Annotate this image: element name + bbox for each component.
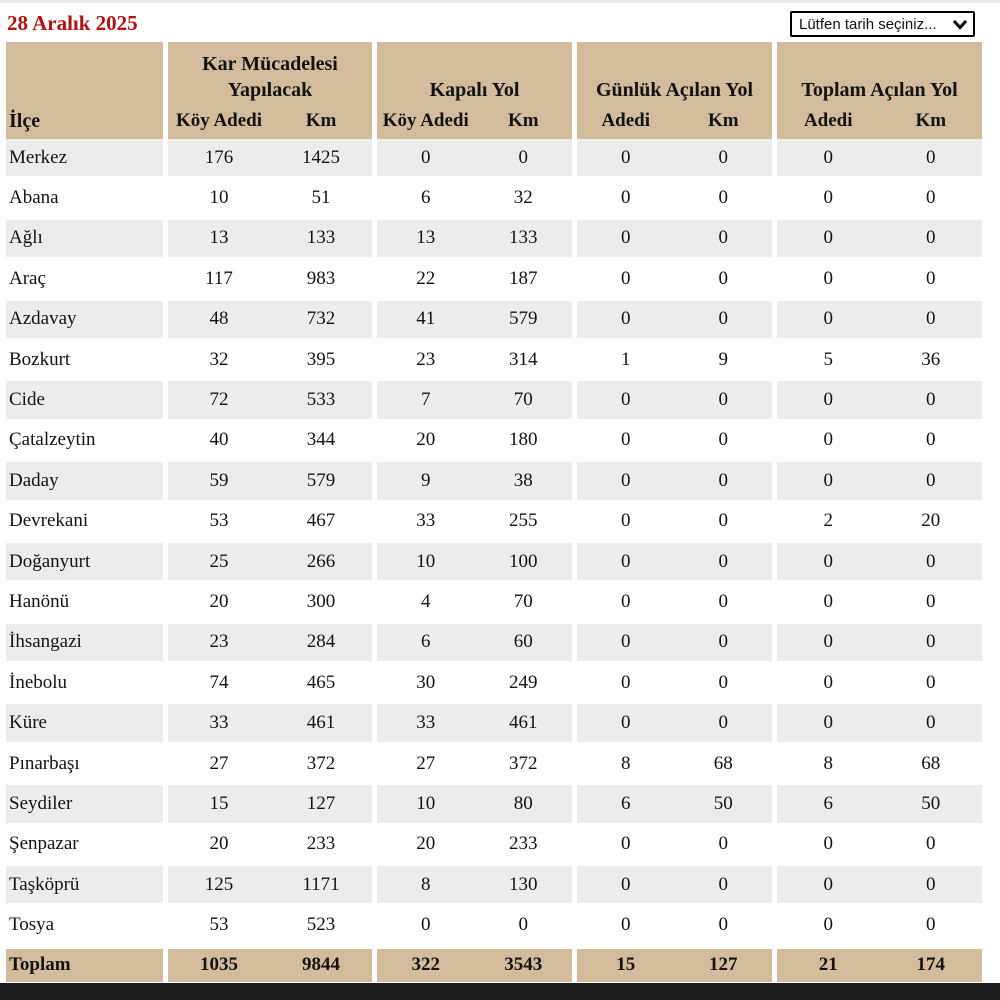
- total-value-cell: 1035: [168, 949, 270, 982]
- subcolumn-header: Köy Adedi: [382, 110, 469, 131]
- value-cell: 579: [270, 462, 372, 499]
- value-cell: 0: [880, 220, 983, 257]
- value-cell: 0: [718, 429, 728, 451]
- value-cell: 23: [168, 624, 270, 661]
- district-name-cell: Abana: [9, 187, 59, 209]
- value-cell: 0: [777, 866, 880, 903]
- value-cell: 117: [205, 267, 233, 289]
- group-title-line1: Kar Mücadelesi: [202, 53, 338, 75]
- subcolumn-header: Km: [915, 110, 947, 131]
- value-cell: 0: [577, 543, 675, 580]
- value-cell: 41: [377, 301, 475, 338]
- value-cell: 59: [168, 462, 270, 499]
- value-cell: 0: [777, 381, 880, 418]
- value-cell: 233: [509, 833, 538, 855]
- snow-report-table: [6, 42, 982, 982]
- subcolumn-header: Km: [507, 110, 539, 131]
- table-header-row: [6, 42, 982, 139]
- district-name-cell: Küre: [6, 704, 163, 741]
- value-cell: 0: [880, 624, 983, 661]
- value-cell: 53: [209, 510, 229, 532]
- value-cell: 133: [475, 220, 573, 257]
- value-cell: 127: [270, 785, 372, 822]
- total-value-cell: 174: [880, 949, 983, 982]
- table-row: [6, 260, 982, 300]
- value-cell: 0: [675, 543, 773, 580]
- district-name-cell: Çatalzeytin: [9, 429, 96, 451]
- table-row: [6, 341, 982, 381]
- table-row: [6, 179, 982, 219]
- value-cell: 1171: [270, 866, 372, 903]
- value-cell: 233: [306, 833, 336, 855]
- value-cell: 20: [209, 833, 229, 855]
- value-cell: 395: [306, 348, 336, 370]
- value-cell: 13: [168, 220, 270, 257]
- subcolumn-header: Km: [707, 110, 739, 131]
- value-cell: 0: [675, 866, 773, 903]
- value-cell: 33: [416, 510, 436, 532]
- table-row: [6, 704, 982, 744]
- value-cell: 8: [377, 866, 475, 903]
- table-row: [6, 745, 982, 785]
- value-cell: 0: [880, 543, 983, 580]
- table-row: [6, 381, 982, 421]
- value-cell: 0: [823, 187, 833, 209]
- value-cell: 0: [926, 914, 936, 936]
- value-cell: 130: [475, 866, 573, 903]
- value-cell: 0: [577, 220, 675, 257]
- value-cell: 0: [718, 267, 728, 289]
- value-cell: 983: [306, 267, 336, 289]
- value-cell: 30: [416, 671, 436, 693]
- value-cell: 33: [377, 704, 475, 741]
- value-cell: 0: [577, 624, 675, 661]
- value-cell: 0: [880, 139, 983, 176]
- value-cell: 372: [306, 752, 336, 774]
- value-cell: 22: [416, 267, 436, 289]
- value-cell: 372: [509, 752, 538, 774]
- value-cell: 0: [621, 429, 631, 451]
- value-cell: 0: [880, 381, 983, 418]
- value-cell: 68: [921, 752, 941, 774]
- district-name-cell: Cide: [6, 381, 163, 418]
- subcolumn-header: Adedi: [803, 110, 853, 131]
- value-cell: 0: [577, 462, 675, 499]
- value-cell: 0: [577, 704, 675, 741]
- district-name-cell: Şenpazar: [9, 833, 79, 855]
- value-cell: 48: [168, 301, 270, 338]
- value-cell: 20: [416, 429, 436, 451]
- value-cell: 0: [475, 139, 573, 176]
- value-cell: 533: [270, 381, 372, 418]
- value-cell: 53: [209, 914, 229, 936]
- value-cell: 0: [675, 220, 773, 257]
- value-cell: 0: [718, 833, 728, 855]
- value-cell: 579: [475, 301, 573, 338]
- column-group-toplam-acilan-yol: [777, 42, 982, 139]
- value-cell: 461: [475, 704, 573, 741]
- group-title-line2: Toplam Açılan Yol: [801, 79, 958, 101]
- value-cell: 0: [718, 671, 728, 693]
- value-cell: 0: [675, 704, 773, 741]
- value-cell: 0: [823, 429, 833, 451]
- value-cell: 32: [513, 187, 533, 209]
- column-group-kapali-yol: [377, 42, 572, 139]
- table-row: [6, 664, 982, 704]
- district-name-cell: İhsangazi: [6, 624, 163, 661]
- value-cell: 9: [377, 462, 475, 499]
- subcolumn-header: Adedi: [601, 110, 651, 131]
- value-cell: 0: [926, 267, 936, 289]
- value-cell: 0: [926, 671, 936, 693]
- table-row: [6, 866, 982, 906]
- district-name-cell: Merkez: [6, 139, 163, 176]
- value-cell: 50: [880, 785, 983, 822]
- value-cell: 38: [475, 462, 573, 499]
- value-cell: 72: [168, 381, 270, 418]
- district-name-cell: Seydiler: [6, 785, 163, 822]
- value-cell: 0: [777, 139, 880, 176]
- table-row: [6, 462, 982, 502]
- district-name-cell: İnebolu: [9, 671, 68, 693]
- value-cell: 0: [777, 543, 880, 580]
- value-cell: 6: [377, 624, 475, 661]
- subcolumn-header: Köy Adedi: [175, 110, 263, 131]
- table-row: [6, 826, 982, 866]
- value-cell: 8: [621, 752, 631, 774]
- value-cell: 0: [880, 301, 983, 338]
- bottom-bar: [0, 983, 1000, 1000]
- value-cell: 33: [168, 704, 270, 741]
- table-row: [6, 301, 982, 341]
- value-cell: 6: [577, 785, 675, 822]
- value-cell: 0: [823, 833, 833, 855]
- value-cell: 60: [475, 624, 573, 661]
- value-cell: 133: [270, 220, 372, 257]
- district-name-cell: Pınarbaşı: [9, 752, 80, 774]
- value-cell: 0: [880, 704, 983, 741]
- value-cell: 0: [621, 671, 631, 693]
- total-value-cell: 127: [675, 949, 773, 982]
- value-cell: 6: [777, 785, 880, 822]
- value-cell: 0: [718, 187, 728, 209]
- value-cell: 13: [377, 220, 475, 257]
- value-cell: 125: [168, 866, 270, 903]
- column-header-district: İlçe: [6, 42, 163, 139]
- value-cell: 266: [270, 543, 372, 580]
- value-cell: 180: [509, 429, 538, 451]
- value-cell: 0: [621, 914, 631, 936]
- value-cell: 1: [621, 348, 631, 370]
- value-cell: 0: [777, 704, 880, 741]
- district-name-cell: Taşköprü: [6, 866, 163, 903]
- value-cell: 15: [168, 785, 270, 822]
- column-group-kar-mucadelesi: [168, 42, 372, 139]
- top-strip: [0, 0, 1000, 3]
- value-cell: 0: [926, 429, 936, 451]
- district-name-cell: Daday: [6, 462, 163, 499]
- value-cell: 9: [718, 348, 728, 370]
- value-cell: 0: [718, 590, 728, 612]
- value-cell: 51: [311, 187, 331, 209]
- value-cell: 10: [377, 785, 475, 822]
- total-value-cell: 21: [777, 949, 880, 982]
- value-cell: 0: [621, 267, 631, 289]
- value-cell: 0: [823, 267, 833, 289]
- value-cell: 80: [475, 785, 573, 822]
- table-row: [6, 422, 982, 462]
- value-cell: 0: [926, 833, 936, 855]
- value-cell: 0: [377, 139, 475, 176]
- value-cell: 0: [577, 381, 675, 418]
- table-row: [6, 624, 982, 664]
- value-cell: 0: [777, 301, 880, 338]
- value-cell: 0: [621, 510, 631, 532]
- value-cell: 300: [306, 590, 336, 612]
- value-cell: 23: [416, 348, 436, 370]
- total-value-cell: 15: [577, 949, 675, 982]
- value-cell: 0: [675, 462, 773, 499]
- value-cell: 465: [306, 671, 336, 693]
- value-cell: 6: [421, 187, 431, 209]
- value-cell: 0: [518, 914, 528, 936]
- value-cell: 523: [306, 914, 336, 936]
- value-cell: 20: [416, 833, 436, 855]
- district-name-cell: Doğanyurt: [6, 543, 163, 580]
- value-cell: 70: [475, 381, 573, 418]
- total-label: Toplam: [6, 949, 163, 982]
- total-value-cell: 3543: [475, 949, 573, 982]
- value-cell: 1425: [270, 139, 372, 176]
- value-cell: 10: [209, 187, 229, 209]
- table-row: [6, 583, 982, 623]
- table-row: [6, 220, 982, 260]
- group-title-line2: Yapılacak: [227, 79, 313, 101]
- value-cell: 7: [377, 381, 475, 418]
- value-cell: 344: [306, 429, 336, 451]
- table-row: [6, 543, 982, 583]
- district-name-cell: Araç: [9, 267, 46, 289]
- value-cell: 100: [475, 543, 573, 580]
- value-cell: 0: [823, 590, 833, 612]
- value-cell: 2: [823, 510, 833, 532]
- value-cell: 255: [509, 510, 538, 532]
- value-cell: 20: [921, 510, 941, 532]
- value-cell: 4: [421, 590, 431, 612]
- value-cell: 36: [921, 348, 941, 370]
- value-cell: 187: [509, 267, 538, 289]
- value-cell: 0: [777, 220, 880, 257]
- value-cell: 0: [880, 866, 983, 903]
- date-label: 28 Aralık 2025: [7, 11, 138, 35]
- value-cell: 0: [675, 301, 773, 338]
- table-row: [6, 785, 982, 825]
- value-cell: 0: [823, 671, 833, 693]
- value-cell: 461: [270, 704, 372, 741]
- value-cell: 10: [377, 543, 475, 580]
- value-cell: 0: [880, 462, 983, 499]
- value-cell: 40: [209, 429, 229, 451]
- value-cell: 68: [713, 752, 733, 774]
- group-title-line2: Günlük Açılan Yol: [595, 79, 754, 101]
- value-cell: 314: [509, 348, 538, 370]
- value-cell: 0: [675, 381, 773, 418]
- total-value-cell: 322: [377, 949, 475, 982]
- value-cell: 0: [621, 187, 631, 209]
- value-cell: 20: [209, 590, 229, 612]
- value-cell: 25: [168, 543, 270, 580]
- value-cell: 0: [577, 301, 675, 338]
- value-cell: 27: [416, 752, 436, 774]
- group-title-line2: Kapalı Yol: [429, 79, 520, 101]
- value-cell: 0: [777, 462, 880, 499]
- column-group-gunluk-acilan-yol: [577, 42, 772, 139]
- value-cell: 0: [577, 866, 675, 903]
- table-body: [6, 139, 982, 947]
- value-cell: 32: [209, 348, 229, 370]
- district-name-cell: Bozkurt: [9, 348, 71, 370]
- value-cell: 176: [168, 139, 270, 176]
- total-value-cell: 9844: [270, 949, 372, 982]
- value-cell: 732: [270, 301, 372, 338]
- value-cell: 0: [577, 139, 675, 176]
- value-cell: 70: [513, 590, 533, 612]
- value-cell: 0: [823, 914, 833, 936]
- value-cell: 27: [209, 752, 229, 774]
- date-select-value: Lütfen tarih seçiniz...: [799, 15, 937, 33]
- value-cell: 0: [675, 624, 773, 661]
- value-cell: 50: [675, 785, 773, 822]
- value-cell: 467: [306, 510, 336, 532]
- district-name-cell: Tosya: [9, 914, 55, 936]
- value-cell: 0: [777, 624, 880, 661]
- district-name-cell: Hanönü: [9, 590, 70, 612]
- district-name-cell: Azdavay: [6, 301, 163, 338]
- date-select[interactable]: [790, 11, 975, 37]
- chevron-down-icon: [952, 19, 968, 30]
- value-cell: 0: [926, 590, 936, 612]
- table-row: [6, 906, 982, 946]
- value-cell: 8: [823, 752, 833, 774]
- value-cell: 74: [209, 671, 229, 693]
- value-cell: 0: [926, 187, 936, 209]
- value-cell: 5: [823, 348, 833, 370]
- value-cell: 249: [509, 671, 538, 693]
- value-cell: 0: [621, 833, 631, 855]
- value-cell: 0: [621, 590, 631, 612]
- subcolumn-header: Km: [305, 110, 337, 131]
- value-cell: 0: [421, 914, 431, 936]
- value-cell: 284: [270, 624, 372, 661]
- table-row: [6, 139, 982, 179]
- value-cell: 0: [675, 139, 773, 176]
- district-name-cell: Devrekani: [9, 510, 89, 532]
- total-row: [6, 949, 982, 982]
- district-name-cell: Ağlı: [6, 220, 163, 257]
- value-cell: 0: [718, 914, 728, 936]
- table-row: [6, 503, 982, 543]
- value-cell: 0: [718, 510, 728, 532]
